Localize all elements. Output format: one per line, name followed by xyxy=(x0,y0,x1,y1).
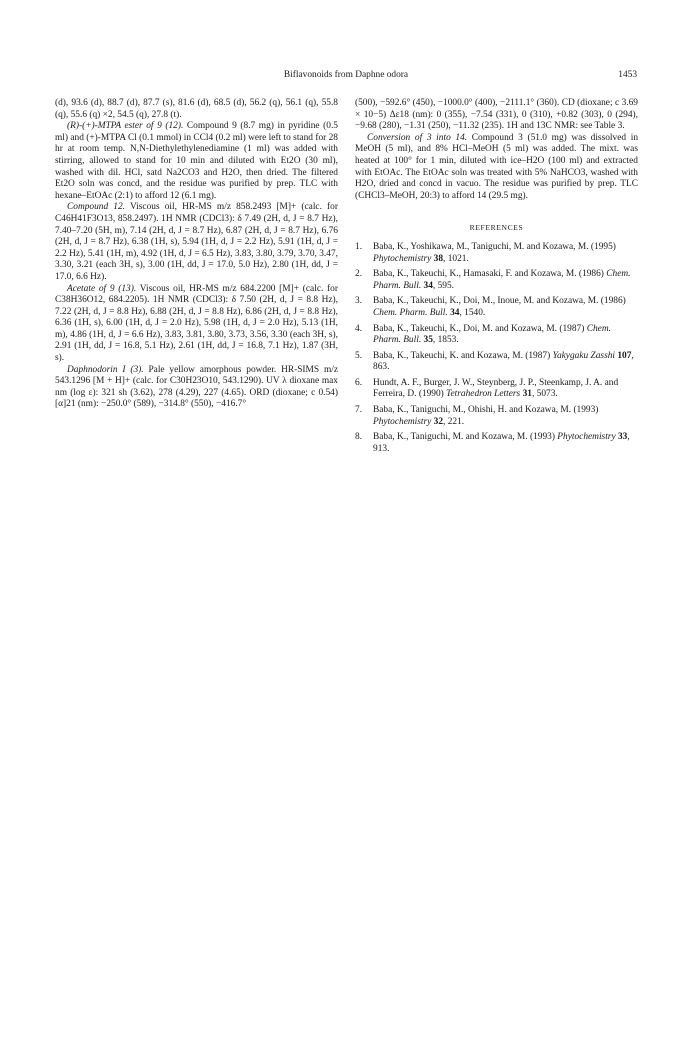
daphnodorin-paragraph xyxy=(55,365,338,411)
mtpa-ester-heading: (R)-(+)-MTPA ester of 9 (12). xyxy=(67,121,184,132)
reference-number: 8. xyxy=(355,432,363,443)
ord-cd-continuation: (500), −592.6° (450), −1000.0° (400), −2111.1° (360). CD (dioxane; c 3.69 × 10−5) Δε18 (nm): 0 (355), −7.54 (331), 0 (310), +0.82 (303), 0 (294), −9.68 (280), −1.31 (250), −11.32 (235). 1H and 13C NMR: see Table 3. xyxy=(355,98,638,132)
page-number: 1453 xyxy=(618,70,637,80)
reference-journal: Tetrahedron Letters xyxy=(446,389,521,400)
reference-item xyxy=(355,296,638,319)
compound-12-body: Viscous oil, HR-MS m/z 858.2493 [M]+ (calc. for C46H41F3O13, 858.2497). 1H NMR (CDCl3): δ 7.49 (2H, d, J = 8.7 Hz), 7.40–7.20 (5H, m), 7.14 (2H, d, J = 8.7 Hz), 6.87 (2H, d, J = 8.7 Hz), 6.76 (2H, d, J = 8.7 Hz), 6.38 (1H, s), 5.94 (1H, d, J = 2.2 Hz), 5.91 (1H, d, J = 2.2 Hz), 5.41 (1H, m), 4.92 (1H, d, J = 6.5 Hz), 3.83, 3.80, 3.79, 3.70, 3.47, 3.30, 3.21 (each 3H, s), 3.00 (1H, dd, J = 17.0, 5.0 Hz), 2.80 (1H, dd, J = 17.0, 6.6 Hz). xyxy=(55,202,338,282)
reference-authors: Baba, K., Takeuchi, K., Doi, M. and Kozawa, M. (1987) xyxy=(373,323,585,334)
reference-item xyxy=(355,242,638,265)
reference-authors: Baba, K., Takeuchi, K. and Kozawa, M. (1987) xyxy=(373,350,551,361)
compound-12-paragraph xyxy=(55,202,338,283)
reference-volume: 32 xyxy=(433,416,444,427)
reference-journal: Chem. Pharm. Bull. xyxy=(373,307,448,318)
reference-item xyxy=(355,432,638,455)
reference-number: 5. xyxy=(355,350,363,361)
reference-volume: 31 xyxy=(522,389,532,400)
reference-journal: Phytochemistry xyxy=(373,416,432,427)
nmr-continuation: (d), 93.6 (d), 88.7 (d), 87.7 (s), 81.6 (d), 68.5 (d), 56.2 (q), 56.1 (q), 55.8 (q), 55.6 (q) ×2, 54.5 (q), 27.8 (t). xyxy=(55,98,338,120)
reference-number: 6. xyxy=(355,377,363,388)
left-column xyxy=(55,98,338,411)
reference-authors: Baba, K., Takeuchi, K., Hamasaki, F. and Kozawa, M. (1986) xyxy=(373,269,604,280)
references-heading: REFERENCES xyxy=(469,223,524,233)
reference-item xyxy=(355,378,638,401)
daphnodorin-heading: Daphnodorin I (3). xyxy=(67,364,144,375)
reference-pages: , 1540. xyxy=(459,307,486,318)
conversion-paragraph xyxy=(355,133,638,203)
mtpa-ester-paragraph xyxy=(55,121,338,202)
reference-journal: Phytochemistry xyxy=(557,432,616,443)
reference-number: 2. xyxy=(355,269,363,280)
reference-pages: , 913. xyxy=(373,432,630,454)
acetate-paragraph xyxy=(55,284,338,365)
reference-item xyxy=(355,269,638,292)
reference-pages: , 1021. xyxy=(443,253,469,264)
reference-item xyxy=(355,351,638,374)
reference-volume: 38 xyxy=(433,253,444,264)
running-title: Biflavonoids from Daphne odora xyxy=(283,70,409,80)
reference-pages: , 5073. xyxy=(531,389,558,400)
reference-item xyxy=(355,405,638,428)
reference-authors: Baba, K., Taniguchi, M. and Kozawa, M. (1993) xyxy=(373,432,555,443)
reference-volume: 33 xyxy=(617,432,628,443)
reference-authors: Baba, K., Taniguchi, M., Ohishi, H. and Kozawa, M. (1993) xyxy=(373,405,599,416)
reference-authors: Hundt, A. F., Burger, J. W., Steynberg, J. P., Steenkamp, J. A. and Ferreira, D. (1990) xyxy=(373,377,619,400)
acetate-heading: Acetate of 9 (13). xyxy=(67,283,137,294)
reference-number: 4. xyxy=(355,323,363,334)
reference-number: 7. xyxy=(355,405,363,416)
reference-number: 3. xyxy=(355,296,363,307)
right-column xyxy=(355,98,638,459)
reference-volume: 107 xyxy=(617,350,632,361)
daphnodorin-body: Pale yellow amorphous powder. HR-SIMS m/z 543.1296 [M + H]+ (calc. for C30H23O10, 543.1290). UV λ dioxane max nm (log ε): 321 sh (3.62), 278 (4.29), 227 (4.65). ORD (dioxane; c 0.54) [α]21 (nm): −250.0° (589), −314.8° (550), −416.7° xyxy=(55,364,339,410)
conversion-body: Compound 3 (51.0 mg) was dissolved in MeOH (5 ml), and 8% HCl–MeOH (5 ml) was added. The mixt. was heated at 100° for 1 min, diluted with ice–H2O (100 ml) and extracted with EtOAc. The EtOAc soln was treated with 5% NaHCO3, washed with H2O, dried and concd in vacuo. The residue was purified by prep. TLC (CHCl3–MeOH, 20:3) to afford 14 (29.5 mg). xyxy=(355,132,639,201)
reference-pages: , 595. xyxy=(432,280,454,291)
compound-12-heading: Compound 12. xyxy=(67,202,125,213)
reference-journal: Yakygaku Zasshi xyxy=(552,350,616,361)
reference-pages: , 221. xyxy=(443,416,465,427)
reference-authors: Baba, K., Yoshikawa, M., Taniguchi, M. and Kozawa, M. (1995) xyxy=(373,241,616,252)
reference-pages: , 1853. xyxy=(432,335,459,346)
mtpa-ester-body: Compound 9 (8.7 mg) in pyridine (0.5 ml) and (+)-MTPA Cl (0.1 mmol) in CCl4 (0.2 ml) were left to stand for 28 hr at room temp. N,N-Diethylethylenediamine (1 ml) was added with stirring, allowed to stand for 10 min and diluted with Et2O (30 ml), washed with dil. HCl, satd Na2CO3 and H2O, then dried. The filtered Et2O soln was concd, and the residue was purified by prep. TLC with hexane–EtOAc (2:1) to afford 12 (6.1 mg). xyxy=(55,121,338,201)
reference-volume: 34 xyxy=(423,280,433,291)
reference-volume: 34 xyxy=(450,307,460,318)
conversion-heading: Conversion of 3 into 14. xyxy=(367,132,468,143)
reference-journal: Chem. Pharm. Bull. xyxy=(373,323,611,346)
reference-item xyxy=(355,324,638,347)
reference-volume: 35 xyxy=(423,335,433,346)
reference-pages: , 863. xyxy=(373,350,634,373)
reference-journal: Chem. Pharm. Bull. xyxy=(373,269,631,291)
running-header xyxy=(55,70,637,84)
reference-journal: Phytochemistry xyxy=(373,253,432,264)
reference-list xyxy=(355,242,638,456)
reference-number: 1. xyxy=(355,241,363,252)
acetate-body: Viscous oil, HR-MS m/z 684.2200 [M]+ (calc. for C38H36O12, 684.2205). 1H NMR (CDCl3): δ 7.50 (2H, d, J = 8.8 Hz), 7.22 (2H, d, J = 8.8 Hz), 6.88 (2H, d, J = 8.8 Hz), 6.86 (2H, d, J = 8.8 Hz), 6.36 (1H, s), 6.00 (1H, d, J = 2.0 Hz), 5.98 (1H, d, J = 2.0 Hz), 5.13 (1H, m), 4.86 (1H, d, J = 6.6 Hz), 3.83, 3.81, 3.80, 3.73, 3.56, 3.30 (each 3H, s), 2.91 (1H, dd, J = 16.8, 5.1 Hz), 2.61 (1H, dd, J = 16.8, 7.1 Hz), 1.87 (3H, s). xyxy=(55,283,338,364)
reference-authors: Baba, K., Takeuchi, K., Doi, M., Inoue, M. and Kozawa, M. (1986) xyxy=(373,296,626,307)
